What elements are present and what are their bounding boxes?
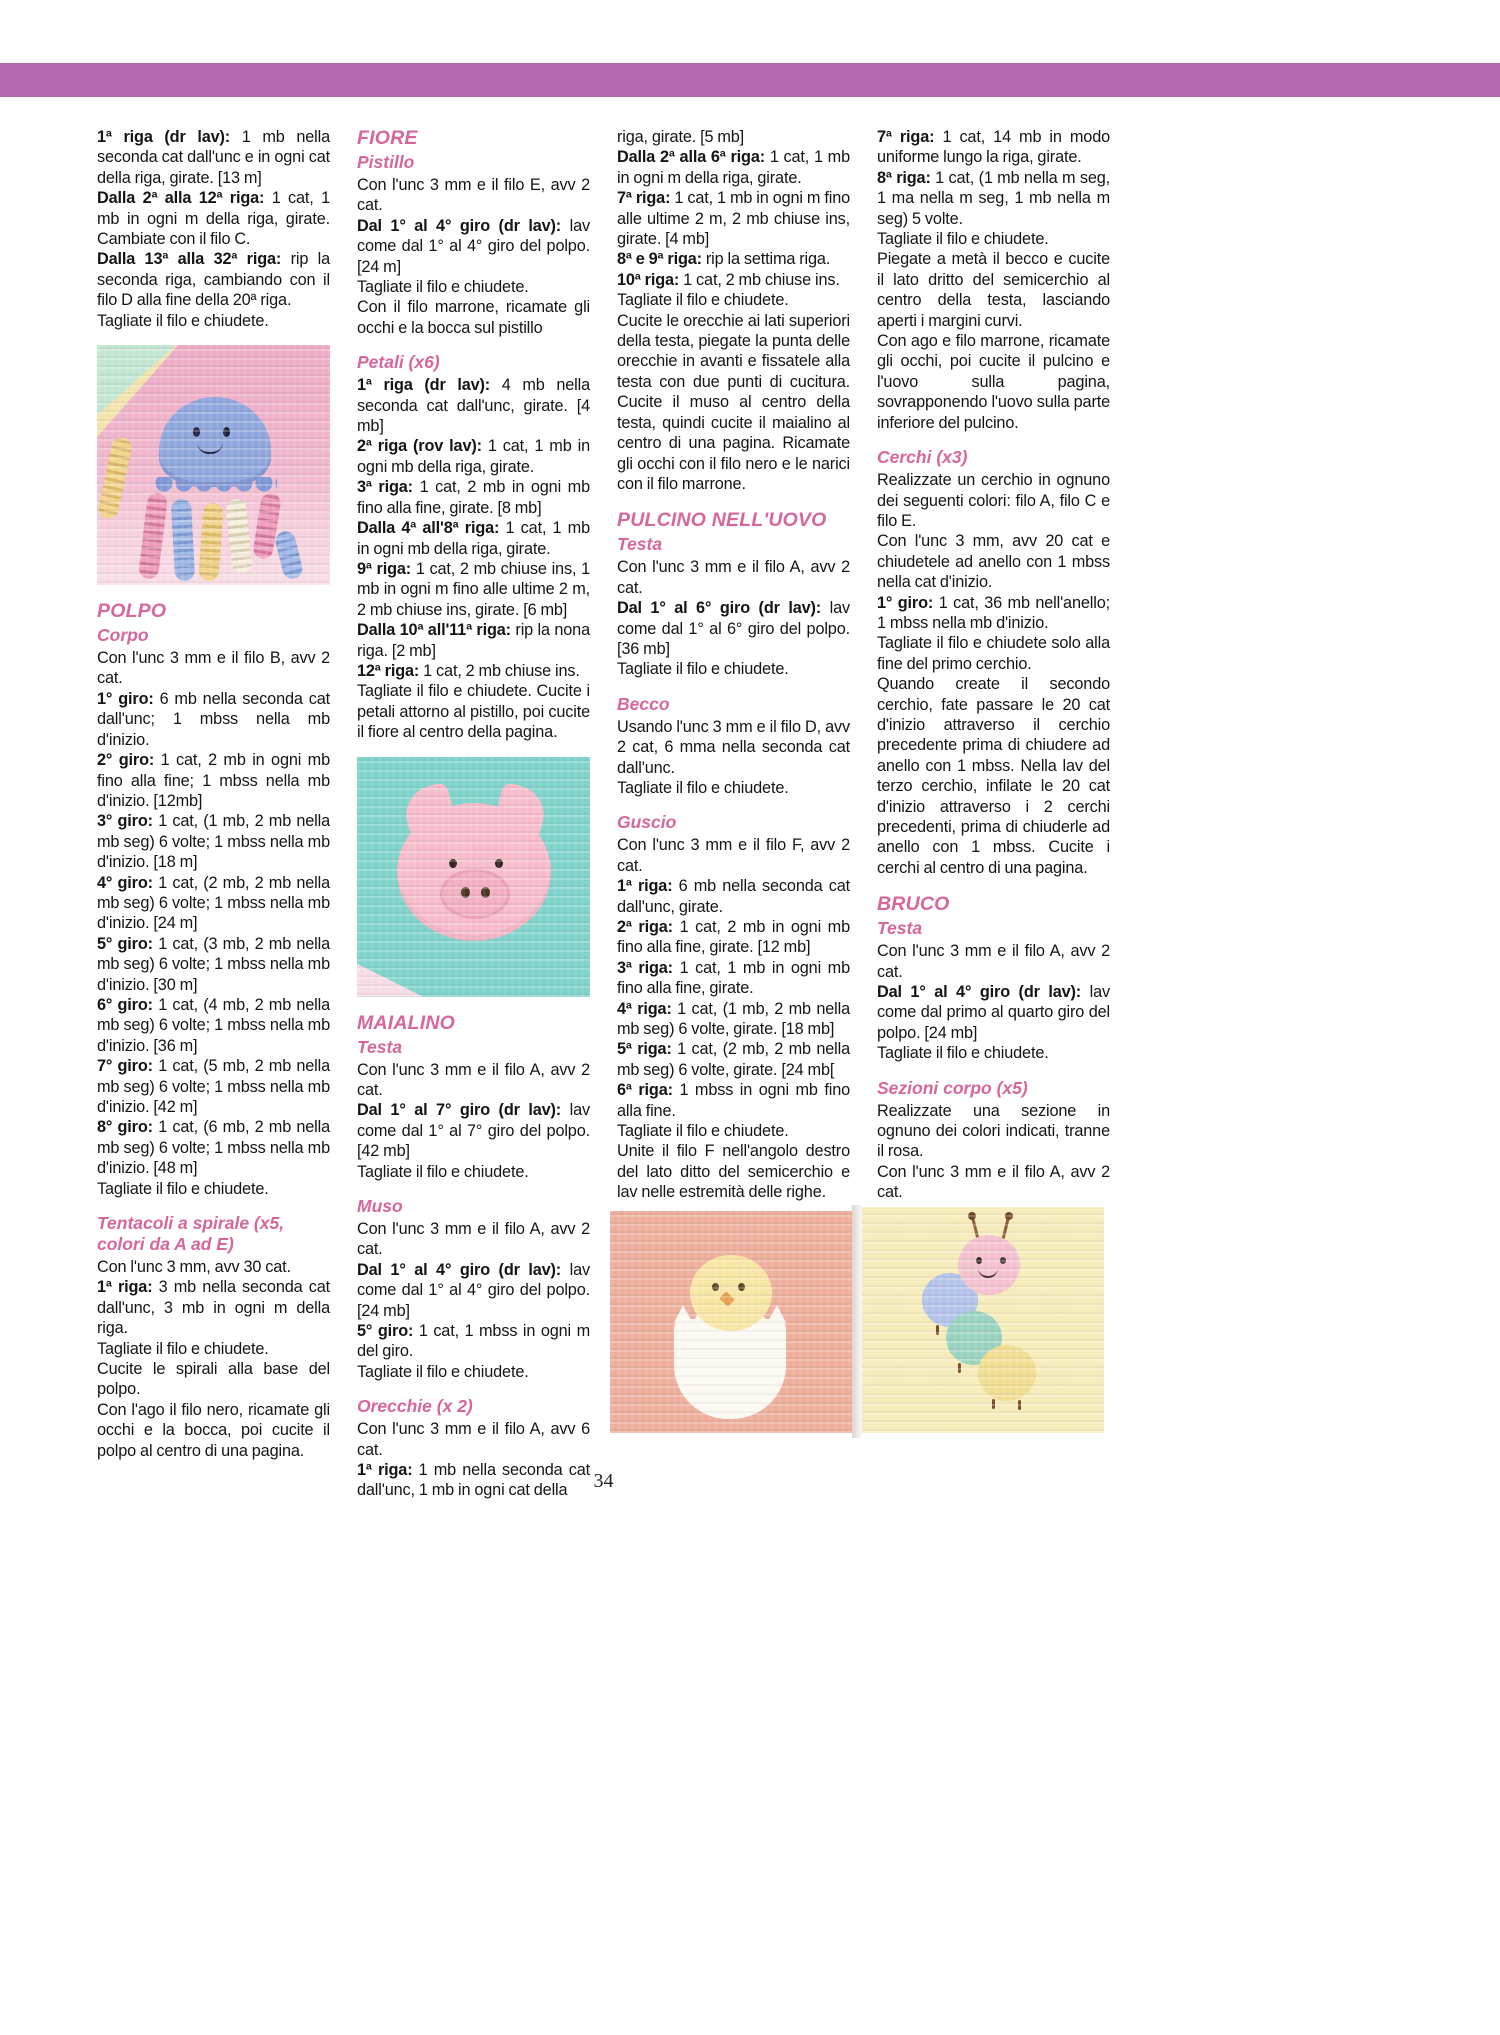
paragraph <box>617 270 850 290</box>
text-run: Con l'unc 3 mm e il filo A, avv 2 cat. <box>617 558 850 597</box>
bold-lead-in: 4° giro: <box>97 873 159 892</box>
paragraph <box>97 750 330 811</box>
bold-lead-in: 9ª riga: <box>357 559 416 578</box>
text-run: Tagliate il filo e chiudete. <box>877 230 1049 249</box>
text-run: 6 mb nella seconda cat dall'unc, girate. <box>617 877 850 916</box>
paragraph <box>877 127 1110 168</box>
text-run: 1 cat, (6 mb, 2 mb nella mb seg) 6 volte; 1 mbss nella mb d'inizio. [48 m] <box>97 1118 330 1178</box>
bold-lead-in: 1° giro: <box>97 689 160 708</box>
octopus-tentacle <box>138 492 168 580</box>
paragraph <box>877 470 1110 531</box>
text-run: Con l'unc 3 mm, avv 20 cat e chiudetele ad anello con 1 mbss nella cat d'inizio. <box>877 532 1110 592</box>
text-run: Tagliate il filo e chiudete. <box>617 1122 789 1141</box>
text-run: 1 mb nella seconda cat dall'unc e in ogni cat della riga, girate. [13 m] <box>97 128 330 187</box>
bold-lead-in: 2° giro: <box>97 751 161 770</box>
octopus-tentacle <box>273 529 304 580</box>
text-run: 1 cat, 1 mb in ogni mb fino alla fine, girate. <box>617 958 850 998</box>
octopus-tentacle <box>198 502 223 581</box>
caterpillar-leg <box>958 1363 961 1373</box>
bold-lead-in: Dal 1° al 6° giro (dr lav): <box>617 599 830 618</box>
text-run: 1 cat, 1 mb in ogni mb della riga, girate. <box>357 519 590 558</box>
pig-eye <box>495 859 503 868</box>
text-run: Tagliate il filo e chiudete. <box>357 1362 529 1381</box>
text-run: Tagliate il filo e chiudete. <box>357 1162 529 1181</box>
caterpillar-antenna <box>1002 1219 1010 1239</box>
bold-lead-in: 1ª riga (dr lav): <box>97 128 242 146</box>
paragraph <box>357 436 590 477</box>
subsection-heading: Petali (x6) <box>357 352 440 373</box>
chick-eye <box>738 1283 745 1291</box>
bold-lead-in: Dal 1° al 4° giro (dr lav): <box>357 1260 570 1279</box>
chick-and-caterpillar-photo <box>610 1205 1104 1438</box>
text-run: 1 cat, 1 mb in ogni m della riga, girate. <box>617 148 850 187</box>
paragraph <box>357 297 590 338</box>
paragraph <box>617 598 850 659</box>
text-run: 1 cat, (2 mb, 2 mb nella mb seg) 6 volte, girate. [24 mb[ <box>617 1040 850 1079</box>
bold-lead-in: 8° giro: <box>97 1118 159 1137</box>
text-run: 3 mb nella seconda cat dall'unc, 3 mb in ogni m della riga. <box>97 1278 330 1338</box>
caterpillar-page <box>862 1207 1104 1433</box>
paragraph <box>97 1257 330 1277</box>
bold-lead-in: 3° giro: <box>97 812 159 831</box>
paragraph <box>357 681 590 742</box>
bold-lead-in: 5° giro: <box>97 934 159 953</box>
text-run: 1 cat, 1 mb in ogni mb della riga, girate. <box>357 437 590 476</box>
subsection-heading: Pistillo <box>357 152 415 172</box>
subsection-heading: Testa <box>617 534 663 555</box>
column-3 <box>617 127 850 1203</box>
paragraph <box>877 982 1110 1043</box>
pig-photo <box>357 757 590 997</box>
text-run: 6 mb nella seconda cat dall'unc; 1 mbss nella mb d'inizio. <box>97 689 330 749</box>
paragraph <box>97 995 330 1056</box>
caterpillar-eye <box>1000 1257 1006 1264</box>
text-run: Usando l'unc 3 mm e il filo D, avv 2 cat, 6 mma nella seconda cat dall'unc. <box>617 717 850 777</box>
bold-lead-in: Dalla 4ª all'8ª riga: <box>357 519 506 538</box>
paragraph <box>877 531 1110 592</box>
paragraph <box>97 1056 330 1117</box>
paragraph <box>617 917 850 958</box>
bold-lead-in: 3ª riga: <box>357 478 420 497</box>
paragraph <box>97 249 330 310</box>
text-run: 1 mb nella seconda cat dall'unc, 1 mb in ogni cat della <box>357 1461 590 1500</box>
paragraph <box>357 1321 590 1362</box>
paragraph <box>97 648 330 689</box>
subsection-heading: Orecchie (x 2) <box>357 1396 473 1417</box>
bold-lead-in: 7° giro: <box>97 1057 159 1076</box>
paragraph <box>357 375 590 436</box>
text-run: Con l'unc 3 mm, avv 30 cat. <box>97 1258 291 1277</box>
bold-lead-in: 12ª riga: <box>357 661 424 680</box>
text-run: Tagliate il filo e chiudete. <box>97 1179 269 1198</box>
bold-lead-in: Dal 1° al 7° giro (dr lav): <box>357 1101 570 1120</box>
paragraph <box>97 1277 330 1338</box>
text-run: lav come dal 1° al 6° giro del polpo. [36 mb] <box>617 599 850 658</box>
bold-lead-in: 8ª riga: <box>877 168 936 187</box>
paragraph <box>877 229 1110 249</box>
paragraph <box>357 277 590 297</box>
bold-lead-in: 7ª riga: <box>617 189 675 208</box>
bold-lead-in: 1ª riga: <box>357 1461 419 1480</box>
section-heading: MAIALINO <box>357 1011 456 1034</box>
paragraph <box>97 1359 330 1400</box>
paragraph <box>97 1339 330 1359</box>
text-run: 1 cat, 1 mb in ogni m della riga, girate. Cambiate con il filo C. <box>97 189 330 249</box>
text-run: Tagliate il filo e chiudete. <box>97 311 269 330</box>
bold-lead-in: 1ª riga: <box>97 1278 159 1297</box>
bold-lead-in: 10ª riga: <box>617 270 684 289</box>
paragraph <box>357 1100 590 1161</box>
bold-lead-in: 1ª riga: <box>617 877 679 896</box>
paragraph <box>617 290 850 310</box>
paragraph <box>617 1080 850 1121</box>
text-run: 1 cat, (1 mb, 2 mb nella mb seg) 6 volte, girate. [18 mb] <box>617 999 850 1039</box>
paragraph <box>617 249 850 269</box>
paragraph <box>877 941 1110 982</box>
bold-lead-in: 2ª riga: <box>617 918 680 936</box>
text-run: Con l'unc 3 mm e il filo F, avv 2 cat. <box>617 836 850 875</box>
paragraph <box>877 249 1110 331</box>
paragraph <box>97 127 330 188</box>
paragraph <box>357 620 590 661</box>
text-run: Con l'unc 3 mm e il filo A, avv 2 cat. <box>877 1162 1110 1202</box>
paragraph <box>617 958 850 999</box>
text-run: rip la settima riga. <box>705 250 831 269</box>
text-run: Con l'unc 3 mm e il filo A, avv 2 cat. <box>877 942 1110 981</box>
bold-lead-in: 1° giro: <box>877 593 939 612</box>
paragraph <box>357 518 590 559</box>
text-run: Con l'unc 3 mm e il filo A, avv 2 cat. <box>357 1220 590 1259</box>
paragraph <box>617 557 850 598</box>
text-run: 1 cat, 2 mb chiuse ins, 1 mb in ogni m fino alle ultime 2 m, 2 mb chiuse ins, girate. [6 mb] <box>357 559 590 619</box>
paragraph <box>357 477 590 518</box>
paragraph <box>97 1179 330 1199</box>
text-run: Quando create il secondo cerchio, fate passare le 20 cat d'inizio attraverso il cerchio precedente prima di chiudere ad anello con 1 mbss. Nella lav del terzo cerchio, infilate le 20 cat d'inizio attraverso i 2 cerchi precedenti, prima di chiuderle ad anello con 1 mbss. Cucite i cerchi al centro di una pagina. <box>877 675 1110 877</box>
paragraph <box>877 674 1110 878</box>
subsection-heading: Tentacoli a spirale (x5, colori da A ad E) <box>97 1213 285 1255</box>
text-run: Con ago e filo marrone, ricamate gli occhi, poi cucite il pulcino e l'uovo sulla pagina, sovrapponendo l'uovo sulla parte inferiore del pulcino. <box>877 332 1110 432</box>
paragraph <box>617 311 850 495</box>
egg-shell <box>674 1319 786 1419</box>
text-run: 1 cat, (1 mb, 2 mb nella mb seg) 6 volte; 1 mbss nella mb d'inizio. [18 m] <box>97 812 330 872</box>
subsection-heading: Sezioni corpo (x5) <box>877 1077 1028 1098</box>
text-run: Cucite le spirali alla base del polpo. <box>97 1360 330 1399</box>
bold-lead-in: 6° giro: <box>97 995 159 1014</box>
paragraph <box>97 689 330 750</box>
paragraph <box>97 1400 330 1461</box>
paragraph <box>617 659 850 679</box>
section-heading: POLPO <box>97 600 167 623</box>
octopus-eye <box>193 427 200 437</box>
column-4 <box>877 127 1110 1203</box>
subsection-heading: Cerchi (x3) <box>877 447 968 468</box>
text-run: Tagliate il filo e chiudete. <box>97 1339 269 1358</box>
text-run: lav come dal primo al quarto giro del polpo. [24 mb] <box>877 983 1110 1042</box>
paragraph <box>877 633 1110 674</box>
pig-snout <box>440 869 510 919</box>
paragraph <box>97 188 330 249</box>
bold-lead-in: Dal 1° al 4° giro (dr lav): <box>877 983 1090 1002</box>
bold-lead-in: Dalla 2ª alla 12ª riga: <box>97 189 272 208</box>
text-run: rip la seconda riga, cambiando con il filo D alla fine della 20ª riga. <box>97 250 330 310</box>
chick-eye <box>712 1283 719 1291</box>
bold-lead-in: Dalla 2ª alla 6ª riga: <box>617 148 770 167</box>
text-run: 1 cat, 1 mbss in ogni m del giro. <box>357 1322 590 1361</box>
paragraph <box>357 559 590 620</box>
paragraph <box>97 873 330 934</box>
text-run: rip la nona riga. [2 mb] <box>357 621 590 660</box>
text-run: 1 cat, (4 mb, 2 mb nella mb seg) 6 volte; 1 mbss nella mb d'inizio. [36 m] <box>97 995 330 1055</box>
paragraph <box>357 1060 590 1101</box>
text-run: 1 cat, (3 mb, 2 mb nella mb seg) 6 volte; 1 mbss nella mb d'inizio. [30 m] <box>97 934 330 994</box>
paragraph <box>617 188 850 249</box>
text-run: lav come dal 1° al 7° giro del polpo. [42 mb] <box>357 1101 590 1161</box>
caterpillar-head <box>958 1235 1020 1295</box>
bold-lead-in: 4ª riga: <box>617 999 678 1018</box>
section-heading: BRUCO <box>877 893 950 916</box>
text-run: Tagliate il filo e chiudete. <box>617 291 789 310</box>
text-run: Con il filo marrone, ricamate gli occhi e la bocca sul pistillo <box>357 298 590 337</box>
paragraph <box>617 1039 850 1080</box>
caterpillar-antenna-tip <box>968 1212 976 1220</box>
bold-lead-in: 1ª riga (dr lav): <box>357 376 502 395</box>
text-run: 1 cat, 2 mb chiuse ins. <box>423 661 580 680</box>
text-run: lav come dal 1° al 4° giro del polpo. [24 mb] <box>357 1260 590 1320</box>
text-run: Tagliate il filo e chiudete. <box>617 778 789 797</box>
text-run: lav come dal 1° al 4° giro del polpo. [24 m] <box>357 216 590 276</box>
top-accent-bar <box>0 63 1500 97</box>
caterpillar-antenna-tip <box>1005 1212 1013 1220</box>
text-run: Unite il filo F nell'angolo destro del lato ditto del semicerchio e lav nelle estremità delle righe. <box>617 1142 850 1202</box>
paragraph <box>357 1219 590 1260</box>
text-run: Con l'unc 3 mm e il filo A, avv 6 cat. <box>357 1420 590 1459</box>
text-run: 1 cat, 2 mb in ogni mb fino alla fine; 1 mbss nella mb d'inizio. [12mb] <box>97 751 330 810</box>
octopus-photo <box>97 345 330 585</box>
paragraph <box>617 835 850 876</box>
subsection-heading: Guscio <box>617 812 677 833</box>
pig-nostril <box>461 887 470 898</box>
text-run: 1 cat, (1 mb nella m seg, 1 ma nella m seg, 1 mb nella m seg) 5 volte. <box>877 168 1110 228</box>
paragraph <box>97 934 330 995</box>
octopus-tentacle <box>225 498 253 574</box>
paragraph <box>877 593 1110 634</box>
paragraph <box>97 1117 330 1178</box>
octopus-eye <box>223 427 230 437</box>
paragraph <box>617 147 850 188</box>
subsection-heading: Muso <box>357 1196 403 1216</box>
paragraph <box>357 175 590 216</box>
column-2 <box>357 127 590 1501</box>
paragraph <box>617 1121 850 1141</box>
bold-lead-in: Dal 1° al 4° giro (dr lav): <box>357 216 570 235</box>
paragraph <box>97 311 330 331</box>
bold-lead-in: 5° giro: <box>357 1322 419 1341</box>
paragraph <box>617 717 850 778</box>
pig-nostril <box>481 887 490 898</box>
text-run: 1 cat, 36 mb nell'anello; 1 mbss nella mb d'inizio. <box>877 593 1110 632</box>
paragraph <box>97 811 330 872</box>
bold-lead-in: Dalla 10ª all'11ª riga: <box>357 621 516 640</box>
caterpillar-leg <box>992 1399 995 1409</box>
text-run: Con l'ago il filo nero, ricamate gli occhi e la bocca, poi cucite il polpo al centro di una pagina. <box>97 1400 330 1460</box>
text-run: Tagliate il filo e chiudete. <box>357 278 529 297</box>
text-run: Tagliate il filo e chiudete. <box>617 660 789 679</box>
caterpillar-body-segment <box>978 1345 1036 1401</box>
text-run: 4 mb nella seconda cat dall'unc, girate. [4 mb] <box>357 376 590 436</box>
paragraph <box>357 216 590 277</box>
subsection-heading: Becco <box>617 693 670 714</box>
pig-eye <box>449 859 457 868</box>
paragraph <box>617 999 850 1040</box>
text-run: 1 cat, (5 mb, 2 mb nella mb seg) 6 volte; 1 mbss nella mb d'inizio. [42 m] <box>97 1057 330 1116</box>
bold-lead-in: 7ª riga: <box>877 128 943 146</box>
text-run: Con l'unc 3 mm e il filo A, avv 2 cat. <box>357 1060 590 1099</box>
bold-lead-in: 3ª riga: <box>617 958 680 977</box>
bold-lead-in: 8ª e 9ª riga: <box>617 250 706 269</box>
bold-lead-in: 6ª riga: <box>617 1081 680 1100</box>
bold-lead-in: 2ª riga (rov lav): <box>357 437 488 456</box>
caterpillar-leg <box>1018 1400 1021 1410</box>
text-run: 1 mbss in ogni mb fino alla fine. <box>617 1081 851 1120</box>
book-spine-shadow <box>852 1205 862 1438</box>
text-run: riga, girate. [5 mb] <box>617 128 745 146</box>
text-run: Con l'unc 3 mm e il filo E, avv 2 cat. <box>357 176 590 215</box>
paragraph <box>357 1162 590 1182</box>
paragraph <box>357 1362 590 1382</box>
paragraph <box>357 1260 590 1321</box>
paragraph <box>877 1162 1110 1203</box>
caterpillar-leg <box>936 1325 939 1335</box>
subsection-heading: Testa <box>357 1036 403 1057</box>
paragraph <box>877 168 1110 229</box>
paragraph <box>877 1101 1110 1162</box>
paragraph <box>617 127 850 147</box>
paragraph <box>357 661 590 681</box>
text-run: 1 cat, 2 mb in ogni mb fino alla fine, girate. [8 mb] <box>357 478 590 517</box>
text-run: Tagliate il filo e chiudete. Cucite i petali attorno al pistillo, poi cucite il fiore al centro della pagina. <box>357 682 590 742</box>
paragraph <box>617 1141 850 1202</box>
chick-head <box>690 1255 772 1331</box>
text-run: Realizzate una sezione in ognuno dei colori indicati, tranne il rosa. <box>877 1101 1110 1161</box>
page-number: 34 <box>593 1470 614 1492</box>
background-page-corner <box>357 955 423 997</box>
subsection-heading: Testa <box>877 918 923 939</box>
caterpillar-eye <box>976 1257 982 1264</box>
text-run: Realizzate un cerchio in ognuno dei seguenti colori: filo A, filo C e filo E. <box>877 471 1110 530</box>
paragraph <box>617 778 850 798</box>
text-run: 1 cat, 2 mb in ogni mb fino alla fine, girate. [12 mb] <box>617 918 850 957</box>
bold-lead-in: Dalla 13ª alla 32ª riga: <box>97 250 291 269</box>
text-run: 1 cat, 14 mb in modo uniforme lungo la riga, girate. <box>877 128 1111 167</box>
text-run: Tagliate il filo e chiudete. <box>877 1044 1049 1063</box>
text-run: Cucite le orecchie ai lati superiori della testa, piegate la punta delle orecchie in avanti e fissatele alla testa con due punti di cucitura. Cucite il muso al centro della testa, quindi cucite il maialino al centro di una pagina. Ricamate gli occhi con il filo nero e le narici con il filo marrone. <box>617 311 850 493</box>
column-1 <box>97 127 330 1461</box>
paragraph <box>877 1043 1110 1063</box>
paragraph <box>617 876 850 917</box>
subsection-heading: Corpo <box>97 625 149 646</box>
bold-lead-in: 5ª riga: <box>617 1040 678 1059</box>
text-run: Con l'unc 3 mm e il filo B, avv 2 cat. <box>97 649 330 688</box>
section-heading: PULCINO NELL'UOVO <box>617 509 827 532</box>
text-run: 1 cat, 1 mb in ogni m fino alle ultime 2 m, 2 mb chiuse ins, girate. [4 mb] <box>617 189 851 249</box>
text-run: 1 cat, 2 mb chiuse ins. <box>683 270 840 289</box>
octopus-tentacle <box>171 499 195 582</box>
text-run: Piegate a metà il becco e cucite il lato dritto del semicerchio al centro della testa, lasciando aperti i margini curvi. <box>877 250 1110 330</box>
paragraph <box>877 331 1110 433</box>
chick-page <box>610 1211 852 1433</box>
text-run: 1 cat, (2 mb, 2 mb nella mb seg) 6 volte; 1 mbss nella mb d'inizio. [24 m] <box>97 873 330 933</box>
octopus-tentacle <box>97 436 133 520</box>
paragraph <box>357 1419 590 1460</box>
text-run: Tagliate il filo e chiudete solo alla fine del primo cerchio. <box>877 634 1110 673</box>
section-heading: FIORE <box>357 127 418 149</box>
